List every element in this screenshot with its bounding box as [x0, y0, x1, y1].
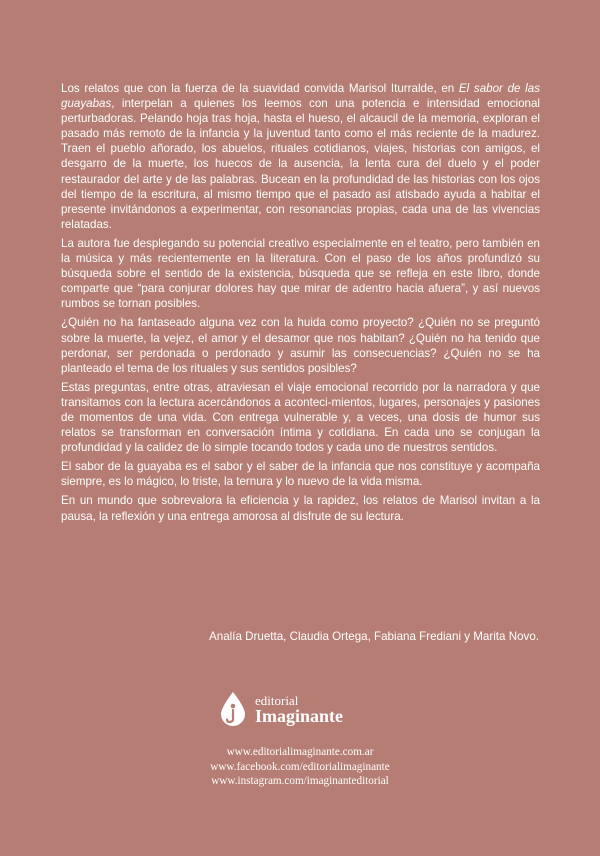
publisher-name [255, 694, 343, 725]
paragraph-1 [61, 81, 540, 232]
paragraph-3: ¿Quién no ha fantaseado alguna vez con la huida como proyecto? ¿Quién no se preguntó sobre la muerte, la vejez, el amor y el desamor que nos habitan? ¿Quién no ha tenido que perdonar, ser perdonada o perdonado y asumir las consecuencias? ¿Quién no se ha planteado el tema de los rituales y sus sentidos posibles? [61, 316, 540, 375]
paragraph-6: En un mundo que sobrevalora la eficiencia y la rapidez, los relatos de Marisol invitan a la pausa, la reflexión y una entrega amorosa al disfrute de su lectura. [61, 494, 540, 523]
ink-drop-icon [218, 691, 248, 727]
paragraph-2: La autora fue desplegando su potencial creativo especialmente en el teatro, pero también en la música y más recientemente en la literatura. Con el paso de los años profundizó su búsqueda sobre el sentido de la existencia, búsqueda que se refleja en este libro, donde comparte que “para conjurar dolores hay que mirar de adentro hacia afuera”, y así nuevos rumbos se tornan posibles. [61, 236, 540, 311]
book-title: El sabor de las guayabas [61, 82, 540, 111]
paragraph-4: Estas preguntas, entre otras, atraviesan el viaje emocional recorrido por la narradora y que transitamos con la lectura acercándonos a aconteci-mientos, lugares, personajes y pasiones de momentos de una vida. Con entrega vulnerable y, a veces, una dosis de humor sus relatos se transforman en conversación íntima y cotidiana. En cada uno se conjugan la profundidad y la calidez de lo simple tocando todos y cada uno de nuestros sentidos. [61, 380, 540, 455]
publisher-name-line1: editorial [255, 692, 299, 708]
paragraph-5: El sabor de la guayaba es el sabor y el saber de la infancia que nos constituye y acompaña siempre, es lo mágico, lo triste, la ternura y lo nuevo de la vida misma. [61, 460, 540, 489]
facebook-link[interactable]: www.facebook.com/editorialimaginante [210, 760, 390, 773]
website-link[interactable]: www.editorialimaginante.com.ar [226, 746, 374, 758]
publisher-name-line2: Imaginante [255, 705, 344, 726]
instagram-link[interactable]: www.instagram.com/imaginanteditorial [211, 775, 389, 787]
signature: Analía Druetta, Claudia Ortega, Fabiana Frediani y Marita Novo. [209, 630, 539, 643]
publisher-logo [218, 689, 388, 729]
paragraph-1-start: Los relatos que con la fuerza de la suavidad convida Marisol Iturralde, en [61, 82, 459, 95]
paragraph-1-rest: , interpelan a quienes los leemos con una potencia e intensidad emocional perturbadoras. Pelando hoja tras hoja, hasta el hueso, el alcaucil de la memoria, exploran el pasado más remoto de la infancia y la juventud tanto como el más reciente de la madurez. Traen el pueblo añorado, los abuelos, rituales cotidianos, viajes, historias con amigos, el desgarro de la muerte, los huecos de la ausencia, la lenta cura del duelo y el poder restaurador del arte y de las palabras. Bucean en la profundidad de las historias con los ojos del tiempo de la escritura, al mismo tiempo que el pasado así atisbado ayuda a habitar el presente invitándonos a experimentar, con resonancias propias, cada una de las vivencias relatadas. [61, 97, 540, 231]
publisher-links [0, 745, 600, 789]
back-cover-blurb [61, 81, 540, 528]
